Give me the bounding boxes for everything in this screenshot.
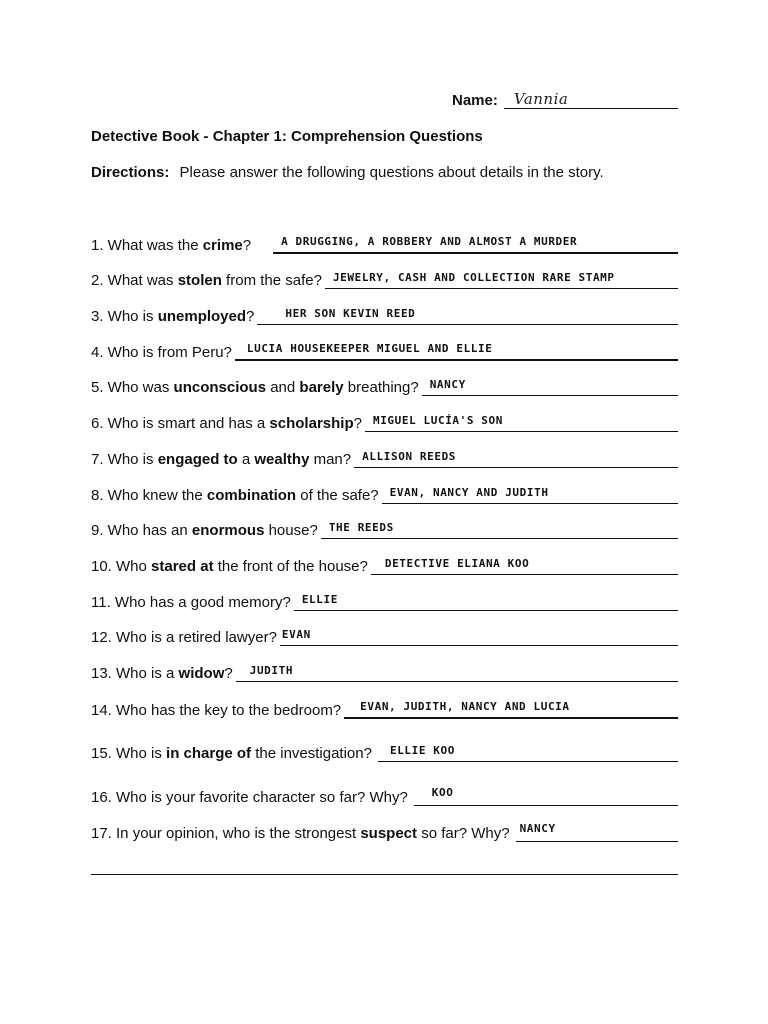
- answer-field[interactable]: [325, 270, 678, 289]
- answer-field[interactable]: [414, 787, 678, 806]
- question-text: 7. Who is engaged to a wealthy man?: [91, 451, 352, 468]
- question-2: [91, 270, 678, 289]
- question-text: 9. Who has an enormous house?: [91, 522, 318, 539]
- question-15: [91, 743, 678, 762]
- answer-field[interactable]: [382, 485, 678, 504]
- question-text: 13. Who is a widow?: [91, 665, 233, 682]
- answer-text: JUDITH: [249, 664, 294, 677]
- question-4: [91, 341, 678, 361]
- directions-label: Directions:: [91, 164, 170, 181]
- answer-field[interactable]: [371, 556, 678, 575]
- question-text: 12. Who is a retired lawyer?: [91, 629, 277, 646]
- question-13: [91, 663, 678, 682]
- name-row: [452, 90, 678, 109]
- answer-field[interactable]: [280, 627, 678, 646]
- question-14: [91, 699, 678, 719]
- question-5: [91, 377, 678, 396]
- question-10: [91, 556, 678, 575]
- question-7: [91, 449, 678, 468]
- answer-field[interactable]: [257, 306, 678, 325]
- question-text: 16. Who is your favorite character so far? Why?: [91, 789, 408, 806]
- question-text: 15. Who is in charge of the investigation?: [91, 745, 372, 762]
- answer-text: A DRUGGING, A ROBBERY AND ALMOST A MURDER: [281, 235, 578, 248]
- answer-text: THE REEDS: [328, 521, 394, 534]
- answer-field[interactable]: [365, 413, 678, 432]
- worksheet-title: Detective Book - Chapter 1: Comprehension Questions: [91, 128, 483, 145]
- question-text: 11. Who has a good memory?: [91, 594, 291, 611]
- question-17: [91, 823, 678, 842]
- question-text: 5. Who was unconscious and barely breathing?: [91, 379, 419, 396]
- question-text: 4. Who is from Peru?: [91, 344, 232, 361]
- question-1: [91, 234, 678, 254]
- answer-field[interactable]: [344, 699, 678, 719]
- answer-text: ELLIE KOO: [389, 744, 455, 757]
- question-12: [91, 627, 678, 646]
- question-text: 14. Who has the key to the bedroom?: [91, 702, 342, 719]
- answer-text: ALLISON REEDS: [362, 450, 457, 463]
- extra-answer-line[interactable]: [91, 874, 678, 875]
- answer-text: MIGUEL LUCÍA'S SON: [372, 414, 503, 427]
- question-9: [91, 520, 678, 539]
- answer-text: DETECTIVE ELIANA KOO: [384, 557, 530, 570]
- answer-text: HER SON KEVIN REED: [285, 307, 416, 320]
- question-16: [91, 787, 678, 806]
- question-text: 10. Who stared at the front of the house?: [91, 558, 368, 575]
- name-value: Vannia: [513, 90, 569, 108]
- answer-text: LUCIA HOUSEKEEPER MIGUEL AND ELLIE: [246, 342, 493, 355]
- question-text: 6. Who is smart and has a scholarship?: [91, 415, 362, 432]
- answer-field[interactable]: [321, 520, 678, 539]
- question-text: 17. In your opinion, who is the strongest suspect so far? Why?: [91, 825, 510, 842]
- answer-text: ELLIE: [301, 593, 338, 606]
- answer-field[interactable]: [236, 663, 678, 682]
- answer-text: JEWELRY, CASH AND COLLECTION RARE STAMP: [332, 271, 615, 284]
- name-label: Name:: [452, 92, 498, 109]
- question-text: 2. What was stolen from the safe?: [91, 272, 322, 289]
- answer-field[interactable]: [273, 234, 678, 254]
- question-11: [91, 592, 678, 611]
- answer-field[interactable]: [235, 341, 678, 361]
- directions: [91, 164, 604, 181]
- answer-field[interactable]: [294, 592, 678, 611]
- question-3: [91, 306, 678, 325]
- question-8: [91, 485, 678, 504]
- directions-text: Please answer the following questions about details in the story.: [179, 164, 604, 181]
- name-field[interactable]: [504, 90, 678, 109]
- answer-text: EVAN, JUDITH, NANCY AND LUCIA: [360, 700, 570, 713]
- answer-text: NANCY: [429, 378, 466, 391]
- answer-text: EVAN, NANCY AND JUDITH: [389, 486, 549, 499]
- question-text: 8. Who knew the combination of the safe?: [91, 487, 379, 504]
- answer-field[interactable]: [516, 823, 678, 842]
- answer-text: EVAN: [281, 628, 311, 641]
- question-text: 3. Who is unemployed?: [91, 308, 255, 325]
- answer-text: NANCY: [519, 822, 556, 835]
- answer-text: KOO: [431, 786, 454, 799]
- question-6: [91, 413, 678, 432]
- answer-field[interactable]: [422, 377, 678, 396]
- answer-field[interactable]: [354, 449, 678, 468]
- answer-field[interactable]: [378, 743, 678, 762]
- question-text: 1. What was the crime?: [91, 237, 252, 254]
